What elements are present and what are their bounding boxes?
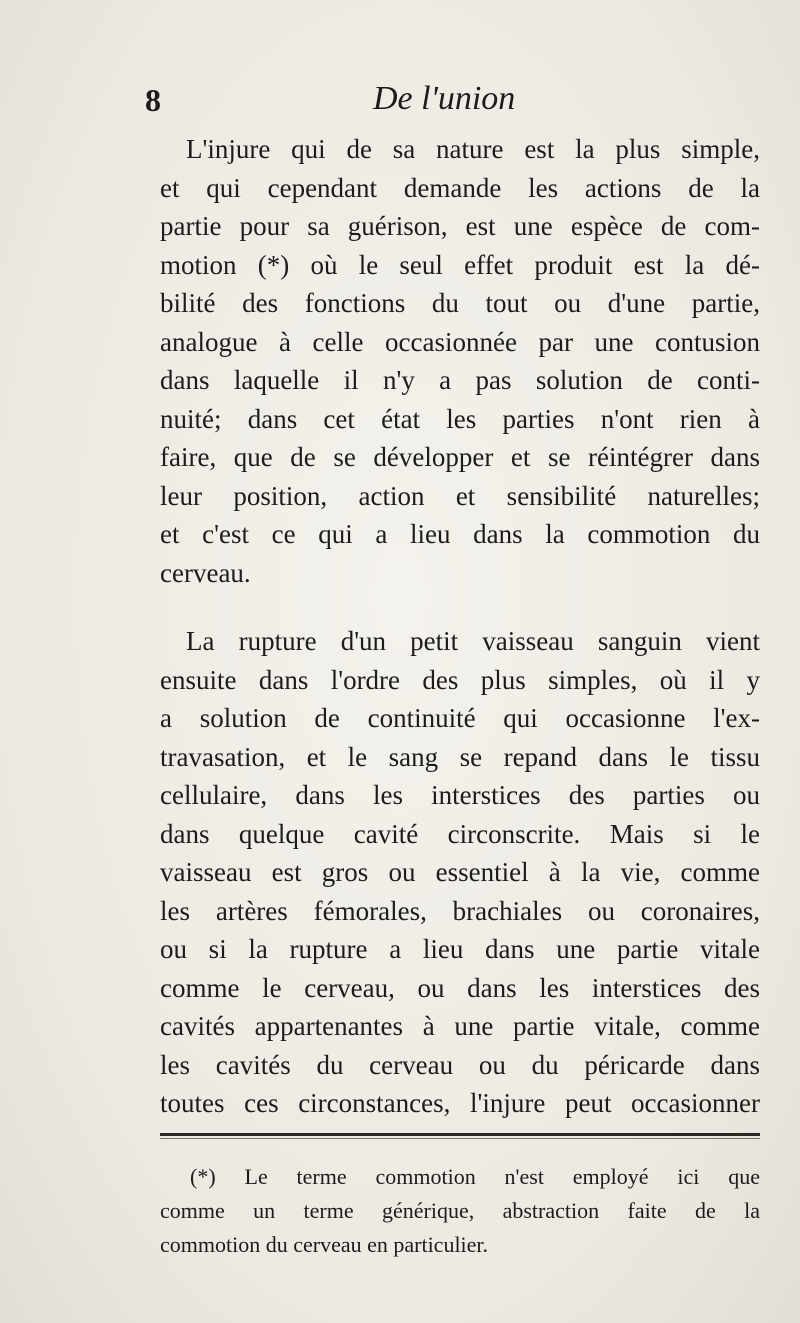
footnote-rule-thin xyxy=(160,1138,760,1139)
text-line: toutes ces circonstances, l'injure peut occasionner xyxy=(160,1088,760,1118)
paragraph-2 xyxy=(160,622,760,1123)
footnote-line: comme un terme générique, abstraction faite de la xyxy=(160,1198,760,1223)
text-line: cerveau. xyxy=(160,557,251,588)
text-line: vaisseau est gros ou essentiel à la vie, comme xyxy=(160,857,760,887)
text-line: les artères fémorales, brachiales ou coronaires, xyxy=(160,895,760,926)
page-number: 8 xyxy=(145,82,161,118)
footnote-line: commotion du cerveau en particulier. xyxy=(160,1232,489,1257)
text-line: L'injure qui de sa nature est la plus simple, xyxy=(186,134,760,164)
text-line: nuité; dans cet état les parties n'ont rien à xyxy=(160,403,760,434)
paragraph-gap xyxy=(160,592,760,622)
footnote-rule xyxy=(160,1133,760,1136)
text-line: ou si la rupture a lieu dans une partie vitale xyxy=(160,934,760,964)
body-text xyxy=(160,130,760,1123)
text-line: motion (*) où le seul effet produit est la dé- xyxy=(160,249,760,280)
text-line: travasation, et le sang se repand dans le tissu xyxy=(160,741,760,772)
text-line: leur position, action et sensibilité naturelles; xyxy=(160,480,760,511)
text-line: La rupture d'un petit vaisseau sanguin vient xyxy=(186,626,760,656)
text-line: dans laquelle il n'y a pas solution de conti- xyxy=(160,365,760,395)
page-header xyxy=(145,82,765,126)
text-line: faire, que de se développer et se réintégrer dans xyxy=(160,442,760,472)
text-line: partie pour sa guérison, est une espèce de com- xyxy=(160,211,760,241)
paragraph-1 xyxy=(160,130,760,592)
text-line: ensuite dans l'ordre des plus simples, où il y xyxy=(160,664,760,695)
text-line: comme le cerveau, ou dans les interstices des xyxy=(160,972,760,1003)
text-line: cavités appartenantes à une partie vitale, comme xyxy=(160,1011,760,1041)
text-line: cellulaire, dans les interstices des parties ou xyxy=(160,780,760,810)
footnote xyxy=(160,1160,760,1262)
text-line: et qui cependant demande les actions de la xyxy=(160,172,760,203)
text-line: bilité des fonctions du tout ou d'une partie, xyxy=(160,288,760,318)
text-line: et c'est ce qui a lieu dans la commotion du xyxy=(160,519,760,549)
text-line: a solution de continuité qui occasionne l'ex- xyxy=(160,703,760,733)
footnote-line: (*) Le terme commotion n'est employé ici que xyxy=(190,1164,760,1189)
running-head: De l'union xyxy=(373,80,516,117)
text-line: les cavités du cerveau ou du péricarde dans xyxy=(160,1049,760,1080)
text-line: analogue à celle occasionnée par une contusion xyxy=(160,326,760,357)
text-line: dans quelque cavité circonscrite. Mais si le xyxy=(160,818,760,849)
